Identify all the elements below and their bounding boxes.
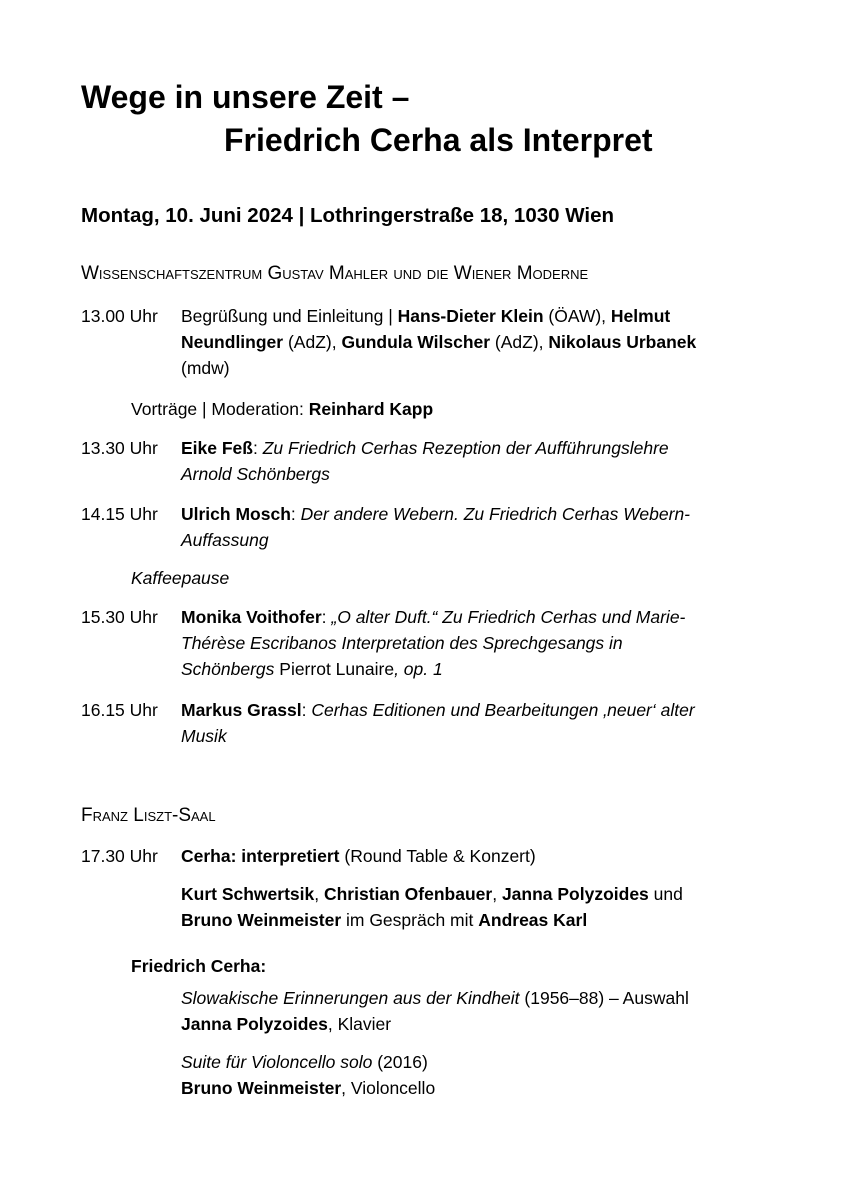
entry-welcome-line-3: (mdw) — [181, 358, 230, 378]
speaker-wilscher: Gundula Wilscher — [341, 332, 491, 352]
panelist-weinmeister: Bruno Weinmeister — [181, 910, 342, 930]
performer-weinmeister: Bruno Weinmeister — [181, 1078, 342, 1098]
entry-welcome-line-2: Neundlinger (AdZ), Gundula Wilscher (AdZ), Nikolaus Urbanek — [181, 332, 697, 352]
time-1415: 14.15 Uhr — [81, 504, 158, 524]
work-slowakische-erinnerungen: Slowakische Erinnerungen aus der Kindheit (1956–88) – Auswahl Janna Polyzoides, Klavier — [181, 988, 689, 1034]
moderator-kapp: Reinhard Kapp — [308, 399, 434, 419]
entry-fess: Eike Feß: Zu Friedrich Cerhas Rezeption der Aufführungslehre Arnold Schönbergs — [181, 438, 669, 484]
time-1300: 13.00 Uhr — [81, 306, 158, 326]
section-heading-liszt-saal: Franz Liszt-Saal — [81, 805, 216, 826]
time-1615: 16.15 Uhr — [81, 700, 158, 720]
work-suite-violoncello: Suite für Violoncello solo (2016) Bruno Weinmeister, Violoncello — [181, 1052, 436, 1098]
time-1730: 17.30 Uhr — [81, 846, 158, 866]
talk-title-grassl: Cerhas Editionen und Bearbeitungen ‚neuer‘ alter — [311, 700, 695, 720]
panel-participants: Kurt Schwertsik, Christian Ofenbauer, Janna Polyzoides und Bruno Weinmeister im Gespräch mit Andreas Karl — [181, 884, 683, 930]
title-line-2: Friedrich Cerha als Interpret — [224, 122, 653, 158]
panelist-schwertsik: Kurt Schwertsik — [181, 884, 315, 904]
speaker-voithofer: Monika Voithofer — [181, 607, 322, 627]
performer-polyzoides: Janna Polyzoides — [181, 1014, 328, 1034]
speaker-urbanek: Nikolaus Urbanek — [548, 332, 697, 352]
entry-round-table: Cerha: interpretiert (Round Table & Konzert) — [181, 846, 536, 866]
title-line-1: Wege in unsere Zeit – — [81, 79, 410, 115]
speaker-helmut: Helmut — [610, 306, 671, 326]
entry-mosch: Ulrich Mosch: Der andere Webern. Zu Friedrich Cerhas Webern- Auffassung — [181, 504, 690, 550]
entry-welcome — [181, 303, 781, 381]
time-1330: 13.30 Uhr — [81, 438, 158, 458]
talk-title-voithofer: „O alter Duft.“ Zu Friedrich Cerhas und Marie- — [331, 607, 686, 627]
work-title-2: Suite für Violoncello solo — [181, 1052, 373, 1072]
coffee-break: Kaffeepause — [131, 568, 230, 588]
entry-voithofer: Monika Voithofer: „O alter Duft.“ Zu Friedrich Cerhas und Marie- Thérèse Escribanos Interpretation des Sprechgesangs in Schönbergs Pierrot Lunaire, op. 1 — [181, 607, 686, 679]
speaker-klein: Hans-Dieter Klein — [397, 306, 544, 326]
talk-title-fess: Zu Friedrich Cerhas Rezeption der Aufführungslehre — [262, 438, 669, 458]
entry-welcome-line-1: Begrüßung und Einleitung | Hans-Dieter Klein (ÖAW), Helmut — [181, 306, 671, 326]
panelist-ofenbauer: Christian Ofenbauer — [323, 884, 493, 904]
date-venue-line: Montag, 10. Juni 2024 | Lothringerstraße 18, 1030 Wien — [81, 204, 615, 227]
speaker-mosch: Ulrich Mosch — [181, 504, 291, 524]
lectures-moderation: Vorträge | Moderation: Reinhard Kapp — [131, 399, 434, 419]
event-cerha-interpretiert: Cerha: interpretiert — [181, 846, 340, 866]
speaker-neundlinger: Neundlinger — [181, 332, 284, 352]
section-heading-wissenschaftszentrum: Wissenschaftszentrum Gustav Mahler und die Wiener Moderne — [81, 263, 589, 284]
speaker-grassl: Markus Grassl — [181, 700, 302, 720]
talk-title-mosch: Der andere Webern. Zu Friedrich Cerhas Webern- — [300, 504, 690, 524]
entry-grassl: Markus Grassl: Cerhas Editionen und Bearbeitungen ‚neuer‘ alter Musik — [181, 700, 695, 746]
panel-host-karl: Andreas Karl — [478, 910, 588, 930]
composer-heading: Friedrich Cerha: — [131, 956, 267, 976]
time-1530: 15.30 Uhr — [81, 607, 158, 627]
panelist-polyzoides: Janna Polyzoides — [501, 884, 649, 904]
work-title-1: Slowakische Erinnerungen aus der Kindheit — [181, 988, 520, 1008]
speaker-fess: Eike Feß — [181, 438, 253, 458]
